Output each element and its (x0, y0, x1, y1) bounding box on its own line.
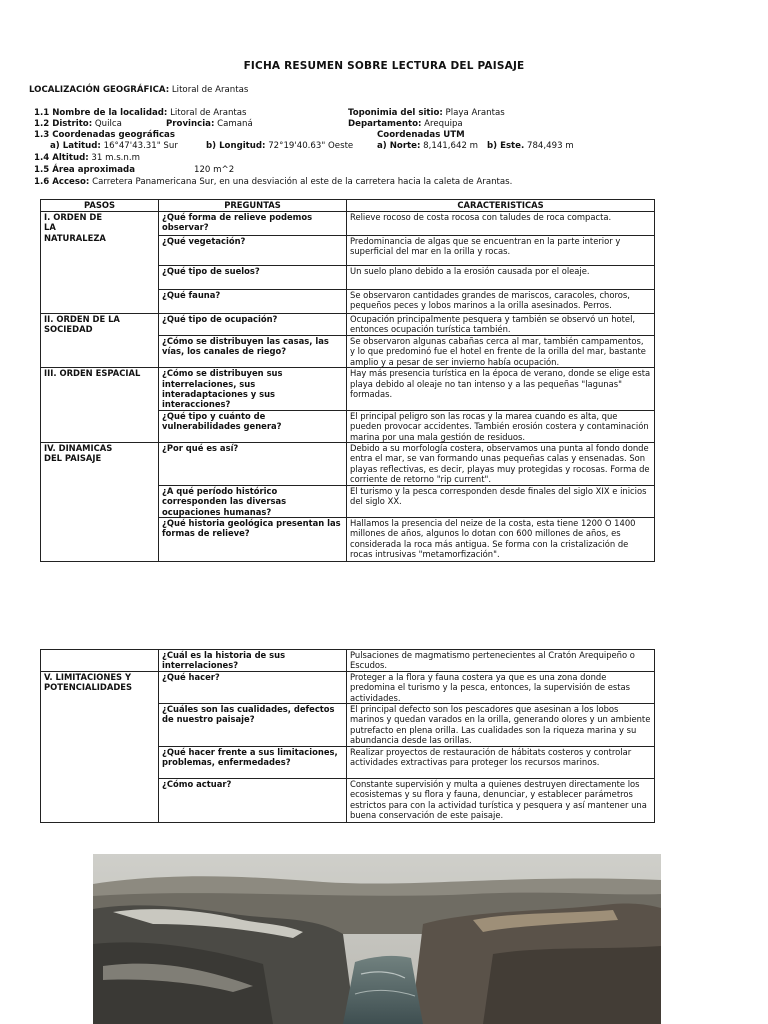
paso-limitaciones: V. LIMITACIONES Y POTENCIALIDADES (41, 671, 159, 822)
pregunta-cell: ¿Cómo se distribuyen las casas, las vías, los canales de riego? (159, 336, 347, 368)
caracteristica-cell: Un suelo plano debido a la erosión causada por el oleaje. (347, 266, 655, 290)
nombre-value: Litoral de Arantas (170, 108, 247, 118)
caracteristica-cell: Hallamos la presencia del neize de la costa, esta tiene 1200 O 1400 millones de años, algunos lo dotan con 600 millones de años, es considerada la roca más antigua. Se forma con la cristalización de rocas intrusivas "metamorfización". (347, 517, 655, 561)
provincia (166, 119, 253, 129)
caracteristica-cell: Constante supervisión y multa a quienes destruyen directamente los ecosistemas y su flora y fauna, denunciar, y establecer parámetros estrictos para con la actividad turística y pesquera y así mantener una buena conservación de este paisaje. (347, 779, 655, 823)
area-label: 1.5 Área aproximada (34, 165, 136, 175)
departamento-value: Arequipa (424, 119, 463, 129)
header-caracteristicas: CARACTERISTICAS (347, 200, 655, 212)
pregunta-cell: ¿Cómo se distribuyen sus interrelaciones, sus interadaptaciones y sus interacciones? (159, 368, 347, 411)
localizacion-line (29, 85, 248, 95)
table-header-row (41, 200, 655, 212)
este-label: b) Este. (487, 141, 525, 151)
departamento (348, 119, 463, 129)
toponimia (348, 108, 505, 118)
distrito-value: Quilca (94, 119, 122, 129)
table-row (41, 212, 655, 236)
caracteristica-cell: El principal peligro son las rocas y la marea cuando es alta, que pueden provocar accidentes. También erosión costera y contaminación marina por una mala gestión de residuos. (347, 410, 655, 442)
table-row (41, 368, 655, 411)
paisaje-table (40, 199, 655, 562)
paso-naturaleza: I. ORDEN DE LA NATURALEZA (41, 212, 159, 314)
table-row (41, 443, 655, 486)
pregunta-cell: ¿Qué tipo de ocupación? (159, 314, 347, 336)
pregunta-cell: ¿Qué fauna? (159, 290, 347, 314)
pregunta-cell: ¿Por qué es así? (159, 443, 347, 486)
pregunta-cell: ¿Qué tipo de suelos? (159, 266, 347, 290)
latitud-value: 16°47'43.31" Sur (103, 141, 178, 151)
nombre-localidad (34, 108, 247, 118)
caracteristica-cell: El turismo y la pesca corresponden desde finales del siglo XIX e inicios del siglo XX. (347, 485, 655, 517)
acceso-value: Carretera Panamericana Sur, en una desviación al este de la carretera hacia la caleta de Arantas. (92, 177, 513, 187)
toponimia-label: Toponimia del sitio: (348, 108, 443, 118)
coord-geo-label: 1.3 Coordenadas geográficas (34, 130, 175, 140)
pregunta-cell: ¿Qué hacer frente a sus limitaciones, problemas, enfermedades? (159, 747, 347, 779)
longitud (206, 141, 353, 151)
altitud (34, 153, 140, 163)
provincia-value: Camaná (217, 119, 253, 129)
table-row (41, 650, 655, 672)
departamento-label: Departamento: (348, 119, 422, 129)
page-title: FICHA RESUMEN SOBRE LECTURA DEL PAISAJE (243, 60, 525, 72)
coord-utm-label: Coordenadas UTM (377, 130, 465, 140)
pregunta-cell: ¿Qué forma de relieve podemos observar? (159, 212, 347, 236)
header-pasos: PASOS (41, 200, 159, 212)
distrito-label: 1.2 Distrito: (34, 119, 93, 129)
coast-landscape-image (93, 854, 661, 1024)
nombre-label: 1.1 Nombre de la localidad: (34, 108, 168, 118)
altitud-value: 31 m.s.n.m (91, 153, 140, 163)
area-value: 120 m^2 (194, 165, 235, 175)
caracteristica-cell: Realizar proyectos de restauración de hábitats costeros y controlar actividades extractivas para proteger los recursos marinos. (347, 747, 655, 779)
header-preguntas: PREGUNTAS (159, 200, 347, 212)
empty-cell (41, 650, 159, 672)
caracteristica-cell: Se observaron algunas cabañas cerca al mar, también campamentos, y lo que predominó fue el hotel en frente de la orilla del mar, bastante amplio y a pesar de ser invierno había ocupación. (347, 336, 655, 368)
latitud-label: a) Latitud: (50, 141, 101, 151)
norte-label: a) Norte: (377, 141, 421, 151)
caracteristica-cell: Proteger a la flora y fauna costera ya que es una zona donde predomina el turismo y la pesca, entonces, la supervisión de estas actividades. (347, 671, 655, 703)
paso-sociedad: II. ORDEN DE LA SOCIEDAD (41, 314, 159, 368)
caracteristica-cell: Predominancia de algas que se encuentran en la parte interior y superficial del mar en la orilla y rocas. (347, 236, 655, 266)
localizacion-value: Litoral de Arantas (171, 85, 249, 95)
caracteristica-cell: El principal defecto son los pescadores que asesinan a los lobos marinos y quedan varados en la orilla, generando olores y un ambiente putrefacto en plena orilla. Las cualidades son la riqueza marina y su abundancia desde las orillas. (347, 704, 655, 747)
acceso (34, 177, 512, 187)
latitud (50, 141, 178, 151)
pregunta-cell: ¿Qué tipo y cuánto de vulnerabilidades genera? (159, 410, 347, 442)
pregunta-cell: ¿Qué hacer? (159, 671, 347, 703)
este-value: 784,493 m (527, 141, 574, 151)
localizacion-label: LOCALIZACIÓN GEOGRÁFICA: (29, 85, 170, 95)
caracteristica-cell: Hay más presencia turística en la época de verano, donde se elige esta playa debido al oleaje no tan intenso y a las pequeñas "lagunas" formadas. (347, 368, 655, 411)
caracteristica-cell: Debido a su morfología costera, observamos una punta al fondo donde entra el mar, se van formando unas pequeñas calas y ensenadas. Son playas reflectivas, es decir, playas muy protegidas y rocosas. Forma de corriente de retorno "rip current". (347, 443, 655, 486)
longitud-value: 72°19'40.63" Oeste (268, 141, 354, 151)
caracteristica-cell: Se observaron cantidades grandes de mariscos, caracoles, choros, pequeños peces y lobos marinos a la orilla asesinados. Perros. (347, 290, 655, 314)
este (487, 141, 574, 151)
provincia-label: Provincia: (166, 119, 215, 129)
table-row (41, 314, 655, 336)
pregunta-cell: ¿A qué período histórico corresponden las diversas ocupaciones humanas? (159, 485, 347, 517)
paso-dinamicas: IV. DINAMICAS DEL PAISAJE (41, 443, 159, 562)
toponimia-value: Playa Arantas (445, 108, 505, 118)
pregunta-cell: ¿Cómo actuar? (159, 779, 347, 823)
landscape-photo (93, 854, 661, 1024)
pregunta-cell: ¿Cuáles son las cualidades, defectos de nuestro paisaje? (159, 704, 347, 747)
distrito (34, 119, 122, 129)
caracteristica-cell: Pulsaciones de magmatismo pertenecientes al Cratón Arequipeño o Escudos. (347, 650, 655, 672)
acceso-label: 1.6 Acceso: (34, 177, 90, 187)
norte-value: 8,141,642 m (423, 141, 479, 151)
paso-espacial: III. ORDEN ESPACIAL (41, 368, 159, 443)
table-row (41, 671, 655, 703)
altitud-label: 1.4 Altitud: (34, 153, 89, 163)
longitud-label: b) Longitud: (206, 141, 266, 151)
norte (377, 141, 478, 151)
pregunta-cell: ¿Qué historia geológica presentan las formas de relieve? (159, 517, 347, 561)
pregunta-cell: ¿Qué vegetación? (159, 236, 347, 266)
caracteristica-cell: Relieve rocoso de costa rocosa con taludes de roca compacta. (347, 212, 655, 236)
limitaciones-table (40, 649, 655, 823)
caracteristica-cell: Ocupación principalmente pesquera y también se observó un hotel, entonces ocupación turística también. (347, 314, 655, 336)
pregunta-cell: ¿Cuál es la historia de sus interrelaciones? (159, 650, 347, 672)
